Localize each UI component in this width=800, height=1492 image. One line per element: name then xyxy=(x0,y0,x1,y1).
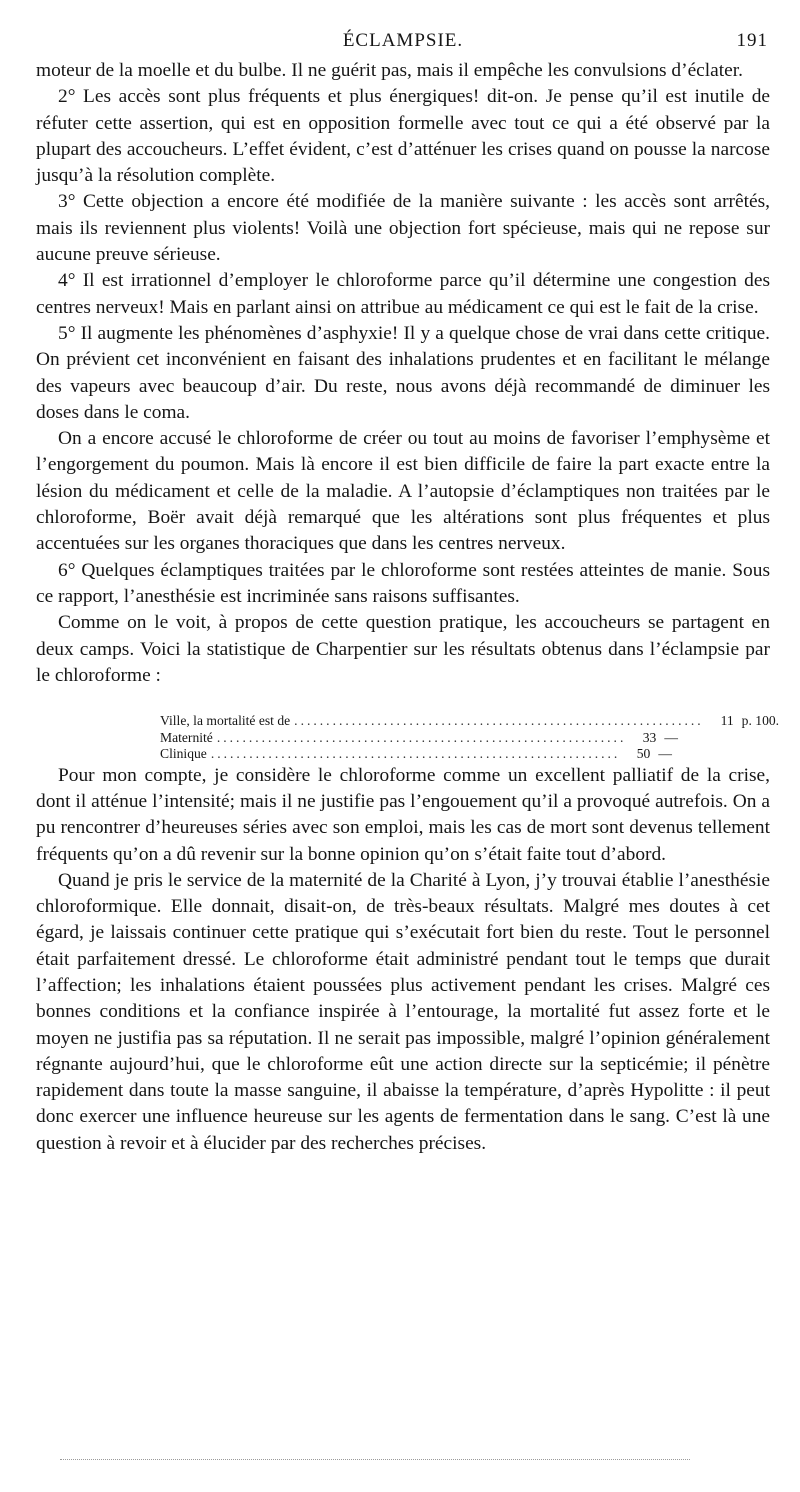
page-number: 191 xyxy=(736,30,768,51)
running-title: ÉCLAMPSIE. xyxy=(342,30,464,51)
statistics-table xyxy=(160,713,780,763)
paragraph-objection-5: 5° Il augmente les phénomènes d’asphyxie! Il y a quelque chose de vrai dans cette critique. On prévient cet inconvénient en faisant des inhalations prudentes et en facilitant le mélange des vapeurs avec beaucoup d’air. Du reste, nous avons déjà recommandé de diminuer les doses dans le coma. xyxy=(36,322,770,423)
statistics-label: Ville, la mortalité est de xyxy=(160,713,291,729)
statistics-unit: — xyxy=(664,729,678,745)
statistics-label: Clinique xyxy=(160,746,207,762)
paragraph-objection-2: 2° Les accès sont plus fréquents et plus énergiques! dit-on. Je pense qu’il est inutile de réfuter cette assertion, qui est en opposition formelle avec tout ce qui a été observé par la plupart des accoucheurs. L’effet évident, c’est d’atténuer les crises quand on pousse la narcose jusqu’à la résolution complète. xyxy=(36,86,770,187)
statistics-value: 11 xyxy=(720,713,734,729)
statistics-unit: p. 100. xyxy=(741,713,780,729)
book-page xyxy=(36,30,780,1157)
paragraph-statistics-intro: Comme on le voit, à propos de cette question pratique, les accoucheurs se partagent en deux camps. Voici la statistique de Charpentier sur les résultats obtenus dans l’éclampsie par le chloroforme : xyxy=(36,612,770,686)
statistics-value: 50 xyxy=(636,746,651,762)
statistics-row xyxy=(160,729,678,747)
body-text xyxy=(36,58,780,1157)
paragraph-objection-3: 3° Cette objection a encore été modifiée de la manière suivante : les accès sont arrêtés, mais ils reviennent plus violents! Voilà une objection fort spécieuse, mais qui ne repose sur aucune preuve sérieuse. xyxy=(36,191,770,266)
paragraph-author-opinion: Pour mon compte, je considère le chloroforme comme un excellent palliatif de la crise, dont il atténue l’intensité; mais il ne justifie pas l’engouement qu’il a provoqué autrefois. On a pu rencontrer d’heureuses séries avec son emploi, mais les cas de mort sont devenus tellement fréquents qu’on a dû revenir sur la bonne opinion qu’on s’était faite tout d’abord. xyxy=(36,764,770,865)
dot-leader: ................................................................ xyxy=(216,729,627,745)
statistics-label: Maternité xyxy=(160,729,213,745)
paragraph-objection-6: 6° Quelques éclamptiques traitées par le chloroforme sont restées atteintes de manie. Sous ce rapport, l’anesthésie est incriminée sans raisons suffisantes. xyxy=(36,559,770,607)
page-header xyxy=(36,30,770,58)
paragraph-lyon-experience: Quand je pris le service de la maternité de la Charité à Lyon, j’y trouvai établie l’anesthésie chloroformique. Elle donnait, disait-on, de très-beaux résultats. Malgré mes doutes à cet égard, je laissais continuer cette pratique qui s’exécutait fort bien du reste. Tout le personnel était parfaitement dressé. Le chloroforme était administré pendant tout le temps que durait l’affection; les inhalations étaient poussées plus activement pendant les crises. Malgré ces bonnes conditions et la confiance inspirée à l’entourage, la mortalité fut assez forte et le moyen ne justifia pas sa réputation. Il ne serait pas impossible, malgré l’opinion généralement régnante aujourd’hui, que le chloroforme eût une action directe sur la septicémie; il pénètre rapidement dans toute la masse sanguine, il abaisse la température, d’après Hypolitte : il peut donc exercer une influence heureuse sur les agents de fermentation dans le sang. C’est là une question à revoir et à élucider par des recherches précises. xyxy=(36,869,770,1154)
paragraph-emphysema: On a encore accusé le chloroforme de créer ou tout au moins de favoriser l’emphysème et l’engorgement du poumon. Mais là encore il est bien difficile de faire la part exacte entre la lésion du médicament et celle de la maladie. A l’autopsie d’éclamptiques non traitées par le chloroforme, Boër avait déjà remarqué que les altérations sont plus fréquentes et plus accentuées sur les organes thoraciques que dans les centres nerveux. xyxy=(36,428,770,555)
dot-leader: ................................................................ xyxy=(294,713,704,729)
statistics-row xyxy=(160,713,780,730)
statistics-unit: — xyxy=(658,746,672,762)
paragraph-continuation: moteur de la moelle et du bulbe. Il ne guérit pas, mais il empêche les convulsions d’éclater. xyxy=(36,60,744,81)
dot-leader: ................................................................ xyxy=(210,746,621,762)
statistics-value: 33 xyxy=(642,729,657,745)
footer-dotted-rule xyxy=(60,1459,690,1460)
statistics-row xyxy=(160,746,672,763)
paragraph-objection-4: 4° Il est irrationnel d’employer le chloroforme parce qu’il détermine une congestion des centres nerveux! Mais en parlant ainsi on attribue au médicament ce qui est le fait de la crise. xyxy=(36,270,770,318)
